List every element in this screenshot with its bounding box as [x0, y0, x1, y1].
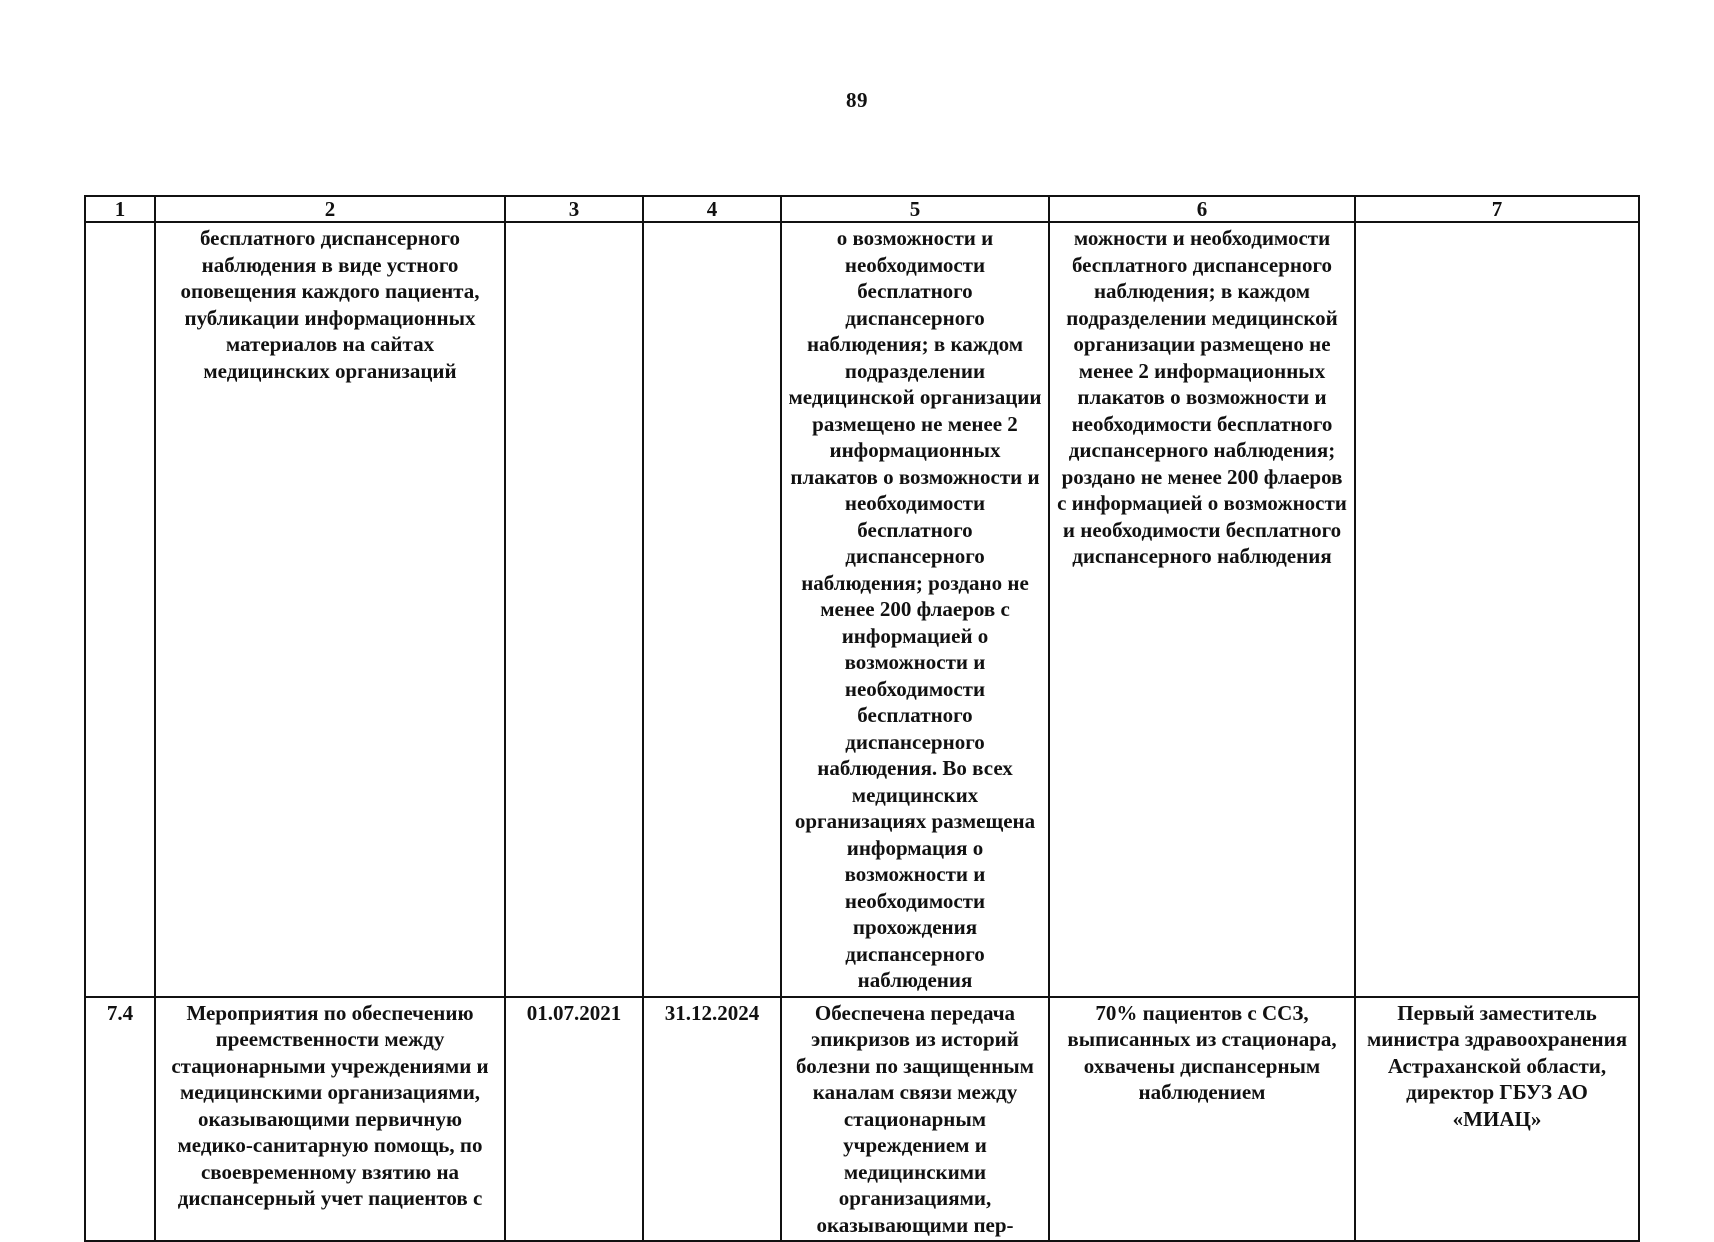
column-header: 6	[1049, 196, 1355, 222]
result-cell: о возможности и необходимости бесплатного диспансерного наблюдения; в каждом подразделении медицинской организации размещено не менее 2 информационных плакатов о возможности и необходимости бесплатного диспансерного наблюдения; роздано не менее 200 флаеров с информацией о возможности и необходимости бесплатного диспансерного наблюдения. Во всех медицинских организациях размещена информация о возможности и необходимости прохождения диспансерного наблюдения	[781, 222, 1049, 997]
end-date-cell: 31.12.2024	[643, 997, 781, 1242]
end-date-cell	[643, 222, 781, 997]
column-header: 1	[85, 196, 155, 222]
column-header: 4	[643, 196, 781, 222]
row-number-cell: 7.4	[85, 997, 155, 1242]
page-number: 89	[846, 88, 868, 112]
column-header: 7	[1355, 196, 1639, 222]
indicator-cell: 70% пациентов с ССЗ, выписанных из стационара, охвачены диспансерным наблюдением	[1049, 997, 1355, 1242]
result-cell: Обеспечена передача эпикризов из историй болезни по защищенным каналам связи между стационарным учреждением и медицинскими организациями, оказывающими пер-	[781, 997, 1049, 1242]
responsible-cell	[1355, 222, 1639, 997]
column-header: 5	[781, 196, 1049, 222]
measure-cell: Мероприятия по обеспечению преемственности между стационарными учреждениями и медицинскими организациями, оказывающими первичную медико-санитарную помощь, по своевременному взятию на диспансерный учет пациентов с	[155, 997, 505, 1242]
start-date-cell: 01.07.2021	[505, 997, 643, 1242]
responsible-cell: Первый заместитель министра здравоохранения Астраханской области, директор ГБУЗ АО «МИАЦ»	[1355, 997, 1639, 1242]
row-number-cell	[85, 222, 155, 997]
indicator-cell: можности и необходимости бесплатного диспансерного наблюдения; в каждом подразделении медицинской организации размещено не менее 2 информационных плакатов о возможности и необходимости бесплатного диспансерного наблюдения; роздано не менее 200 флаеров с информацией о возможности и необходимости бесплатного диспансерного наблюдения	[1049, 222, 1355, 997]
column-header: 3	[505, 196, 643, 222]
column-header: 2	[155, 196, 505, 222]
table-row	[85, 222, 1639, 997]
start-date-cell	[505, 222, 643, 997]
table-row	[85, 997, 1639, 1242]
measure-cell: бесплатного диспансерного наблюдения в виде устного оповещения каждого пациента, публикации информационных материалов на сайтах медицинских организаций	[155, 222, 505, 997]
table-header-row	[85, 196, 1639, 222]
measures-table	[84, 195, 1640, 1242]
